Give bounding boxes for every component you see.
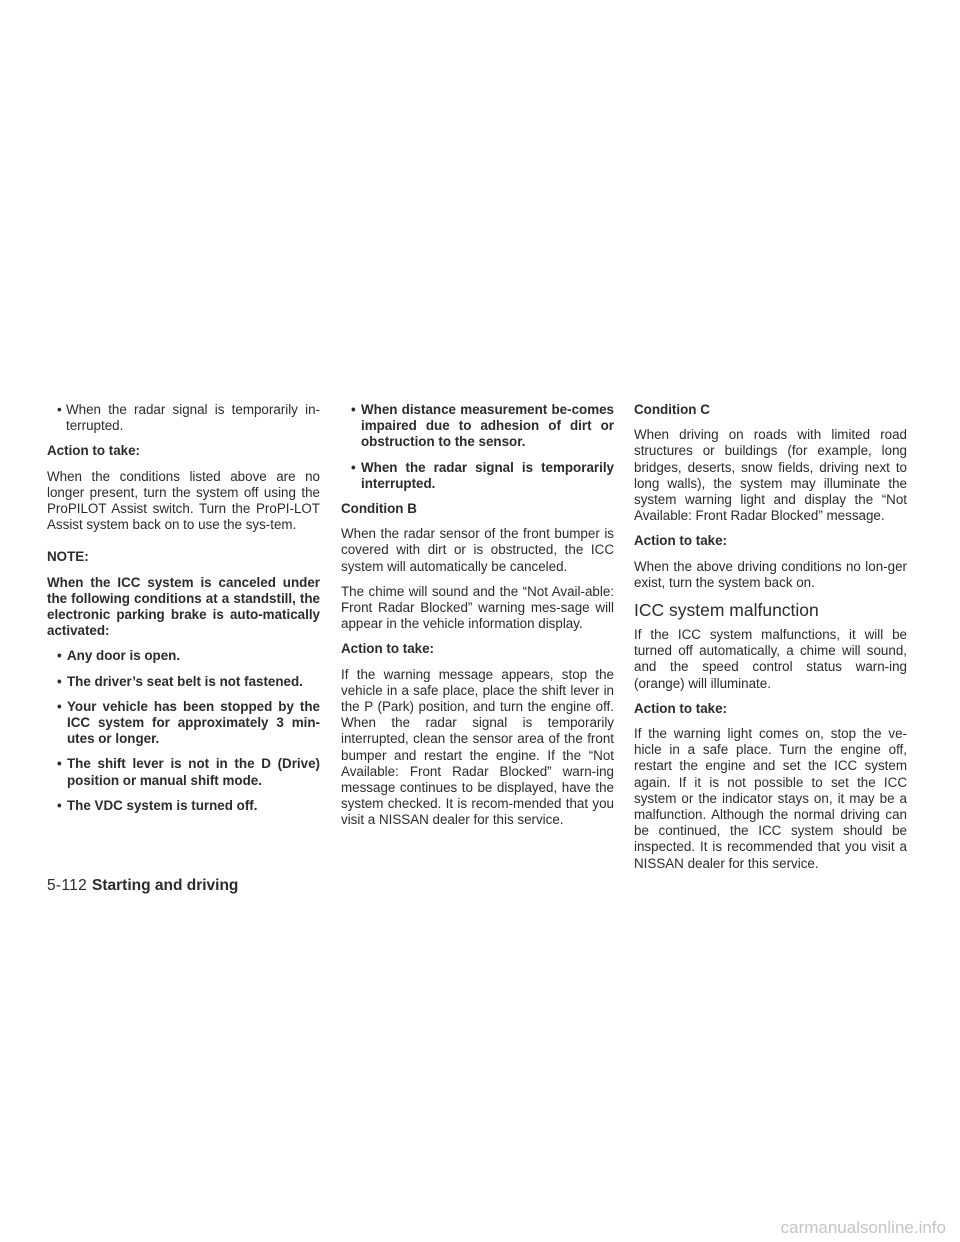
action-heading: Action to take: [634,533,727,549]
section-title: ICC system malfunction [634,600,819,621]
note-bullet-text: The VDC system is turned off. [67,797,258,813]
list-item-text: When distance measurement be-comes impaired due to adhesion of dirt or obstruction to the sensor. [361,402,614,450]
condition-c-text: When driving on roads with limited road structures or buildings (for example, long bridges, deserts, snow fields, driving next to long walls), the system may illuminate the system warning light and display the “Not Available: Front Radar Blocked” message. [634,427,907,524]
watermark: carmanualsonline.info [780,1218,946,1237]
list-item [341,402,614,451]
note-bullet [47,648,320,664]
note-bullet [47,699,320,748]
malfunction-text: If the ICC system malfunctions, it will be turned off automatically, a chime will sound, and the speed control status warn-ing (orange) will illuminate. [634,627,907,691]
bullet-icon: • [351,459,356,475]
note-bullet-text: Any door is open. [67,648,181,664]
condition-b-heading: Condition B [341,501,417,517]
list-item-text: When the radar signal is temporarily in-terrupted. [66,402,320,434]
action-text: When the conditions listed above are no longer present, turn the system off using the ProPILOT Assist switch. Turn the ProPI-LOT Assist system back on to use the sys-tem. [47,468,320,533]
note-bullet [47,798,320,814]
page-number: 5-112 [47,877,87,894]
column-left [47,402,320,823]
action-text: When the above driving conditions no lon-ger exist, turn the system back on. [634,558,907,590]
action-heading: Action to take: [47,443,140,459]
action-heading: Action to take: [341,641,434,657]
list-item [341,460,614,492]
condition-b-text: When the radar sensor of the front bumper is covered with dirt or is obstructed, the ICC system will automatically be canceled. [341,526,614,574]
chime-text: The chime will sound and the “Not Avail-able: Front Radar Blocked” warning mes-sage will appear in the vehicle information display. [341,583,614,632]
action-heading: Action to take: [634,700,727,716]
page-footer [47,877,238,895]
column-right [634,402,907,881]
note-bullet-text: Your vehicle has been stopped by the ICC system for approximately 3 min-utes or longer. [67,698,320,747]
bullet-icon: • [57,402,62,417]
action-text: If the warning message appears, stop the vehicle in a safe place, place the shift lever in the P (Park) position, and turn the engine off. When the radar signal is temporarily interrupted, clean the sensor area of the front bumper and restart the engine. If the “Not Available: Front Radar Blocked” warn-ing message continues to be displayed, have the system checked. It is recom-mended that you visit a NISSAN dealer for this service. [341,666,614,828]
list-item-text: When the radar signal is temporarily interrupted. [361,459,614,491]
note-bullet-text: The driver’s seat belt is not fastened. [67,673,303,689]
note-bullet [47,674,320,690]
column-middle [341,402,614,838]
note-bullet-text: The shift lever is not in the D (Drive) position or manual shift mode. [67,756,320,788]
bullet-icon: • [351,402,356,417]
note-heading: NOTE: [47,549,89,565]
note-bullet [47,756,320,788]
bullet-icon: • [57,648,62,664]
note-lead: When the ICC system is canceled under the following conditions at a standstill, the electronic parking brake is auto-matically activated: [47,574,320,639]
list-item [47,402,320,434]
bullet-icon: • [57,673,62,689]
bullet-icon: • [57,698,62,714]
bullet-icon: • [57,756,62,772]
section-name: Starting and driving [92,877,239,894]
bullet-icon: • [57,797,62,813]
action-text: If the warning light comes on, stop the ve-hicle in a safe place. Turn the engine off, restart the engine and set the ICC system again. If it is not possible to set the ICC system or the indicator stays on, it may be a malfunction. Although the normal driving can be continued, the ICC system should be inspected. It is recommended that you visit a NISSAN dealer for this service. [634,726,907,871]
condition-c-heading: Condition C [634,402,710,417]
